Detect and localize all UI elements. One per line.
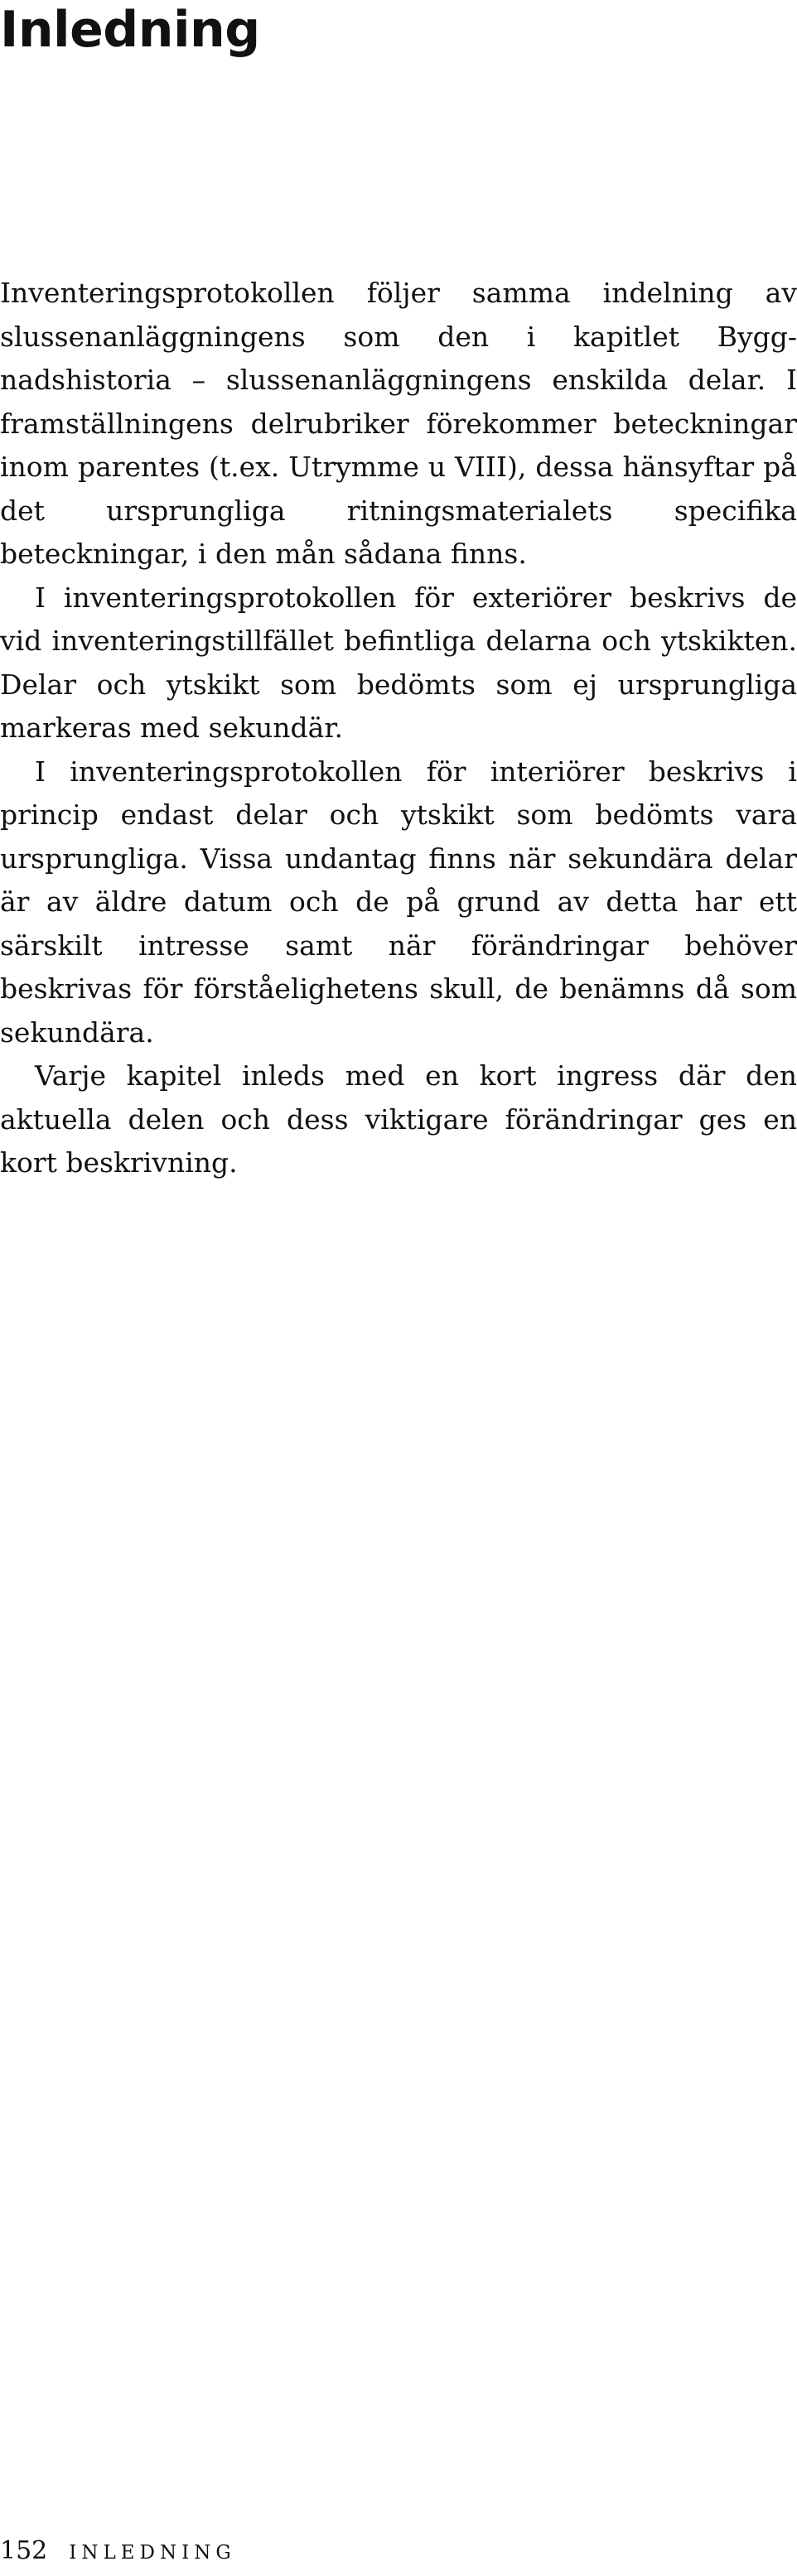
- paragraph-3: I inventeringsprotokollen för interiörer beskrivs i princip endast delar och ytskikt som bedömts vara ursprungliga. Vissa undantag finns när sekundära delar är av äldre datum och de på grund av detta har ett särskilt intresse samt när förändringar behöver beskrivas för förståelighetens skull, de benämns då som sekundära.: [0, 755, 797, 1049]
- paragraph-1: Inventeringsprotokollen följer samma indelning av slussenanläggningens som den i kapitlet Byggnadshistoria – slussenanläggningens enskilda delar. I framställningens delrubriker förekommer beteckningar inom parentes (t.ex. Utrymme u VIII), dessa hänsyftar på det ursprungliga ritningsmaterialets specifika beteckningar, i den mån sådana finns.: [0, 277, 797, 570]
- page-title: Inledning: [0, 1, 260, 59]
- paragraph-2: I inventeringsprotokollen för exteriörer beskrivs de vid inventeringstillfället befintliga delarna och ytskikten. Delar och ytskikt som bedömts som ej ursprungliga markeras med sekundär.: [0, 581, 797, 744]
- running-head: INLEDNING: [69, 2542, 236, 2564]
- page-number: 152: [0, 2536, 48, 2565]
- paragraph-4: Varje kapitel inleds med en kort ingress där den aktuella delen och dess viktigare förändringar ges en kort beskrivning.: [0, 1059, 797, 1179]
- body-text: [0, 272, 797, 1185]
- page-footer: [0, 2535, 236, 2569]
